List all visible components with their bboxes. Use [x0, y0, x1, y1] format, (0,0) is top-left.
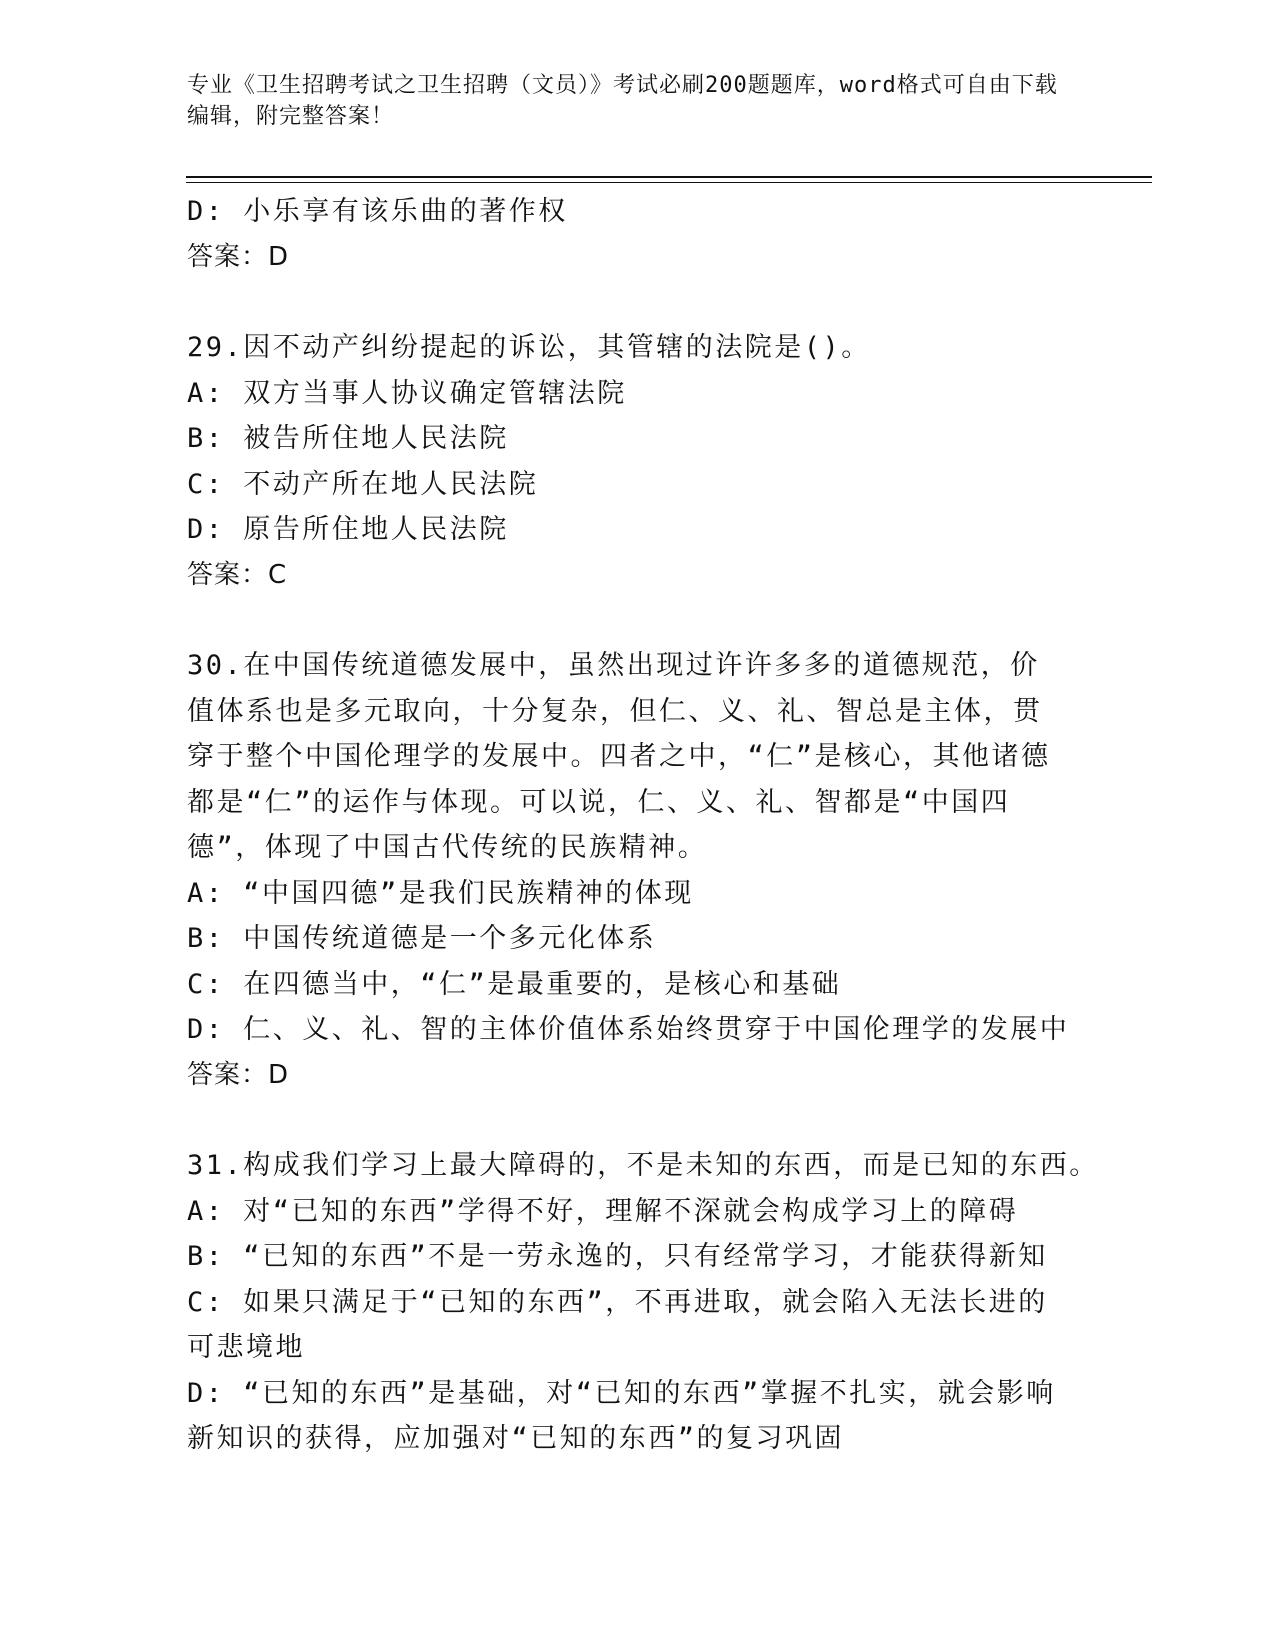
option-d: D: 原告所住地人民法院: [187, 514, 509, 545]
question-stem: 30.在中国传统道德发展中，虽然出现过许许多多的道德规范，价值体系也是多元取向，十分复杂，但仁、义、礼、智总是主体，贯穿于整个中国伦理学的发展中。四者之中，“仁”是核心，其他诸德都是“仁”的运作与体现。可以说，仁、义、礼、智都是“中国四德”，体现了中国古代传统的民族精神。: [187, 650, 1051, 863]
option-b: B: 中国传统道德是一个多元化体系: [187, 923, 657, 954]
header-rule-thin: [186, 182, 1152, 183]
option-c: C: 不动产所在地人民法院: [187, 468, 539, 500]
page-header: 专业《卫生招聘考试之卫生招聘（文员）》考试必刷200题题库，word格式可自由下载编辑，附完整答案！: [187, 73, 1058, 129]
option-b: B: 被告所住地人民法院: [187, 423, 509, 454]
option-a: A: “中国四德”是我们民族精神的体现: [187, 877, 694, 909]
prev-answer: 答案：D: [187, 241, 290, 272]
option-d: D: “已知的东西”是基础，对“已知的东西”掌握不扎实，就会影响新知识的获得，应加强对“已知的东西”的复习巩固: [187, 1377, 1056, 1454]
answer: 答案：D: [187, 1059, 290, 1090]
question-29: [187, 325, 1087, 598]
document-body: [187, 189, 1099, 1462]
question-31: [187, 1143, 1099, 1462]
option-d: D: 仁、义、礼、智的主体价值体系始终贯穿于中国伦理学的发展中: [187, 1014, 1070, 1045]
option-b: B: “已知的东西”不是一劳永逸的，只有经常学习，才能获得新知: [187, 1241, 1048, 1272]
option-c: C: 在四德当中，“仁”是最重要的，是核心和基础: [187, 968, 842, 1000]
header-rule-thick: [186, 176, 1152, 178]
question-stem: 31.构成我们学习上最大障碍的，不是未知的东西，而是已知的东西。: [187, 1150, 1099, 1181]
prev-option-d: D: 小乐享有该乐曲的著作权: [187, 196, 568, 227]
answer: 答案：C: [187, 559, 288, 590]
question-30: [187, 643, 1087, 1098]
option-a: A: 对“已知的东西”学得不好，理解不深就会构成学习上的障碍: [187, 1195, 1019, 1227]
option-c: C: 如果只满足于“已知的东西”，不再进取，就会陷入无法长进的可悲境地: [187, 1286, 1048, 1363]
option-a: A: 双方当事人协议确定管辖法院: [187, 377, 627, 409]
question-stem: 29.因不动产纠纷提起的诉讼，其管辖的法院是()。: [187, 332, 871, 363]
